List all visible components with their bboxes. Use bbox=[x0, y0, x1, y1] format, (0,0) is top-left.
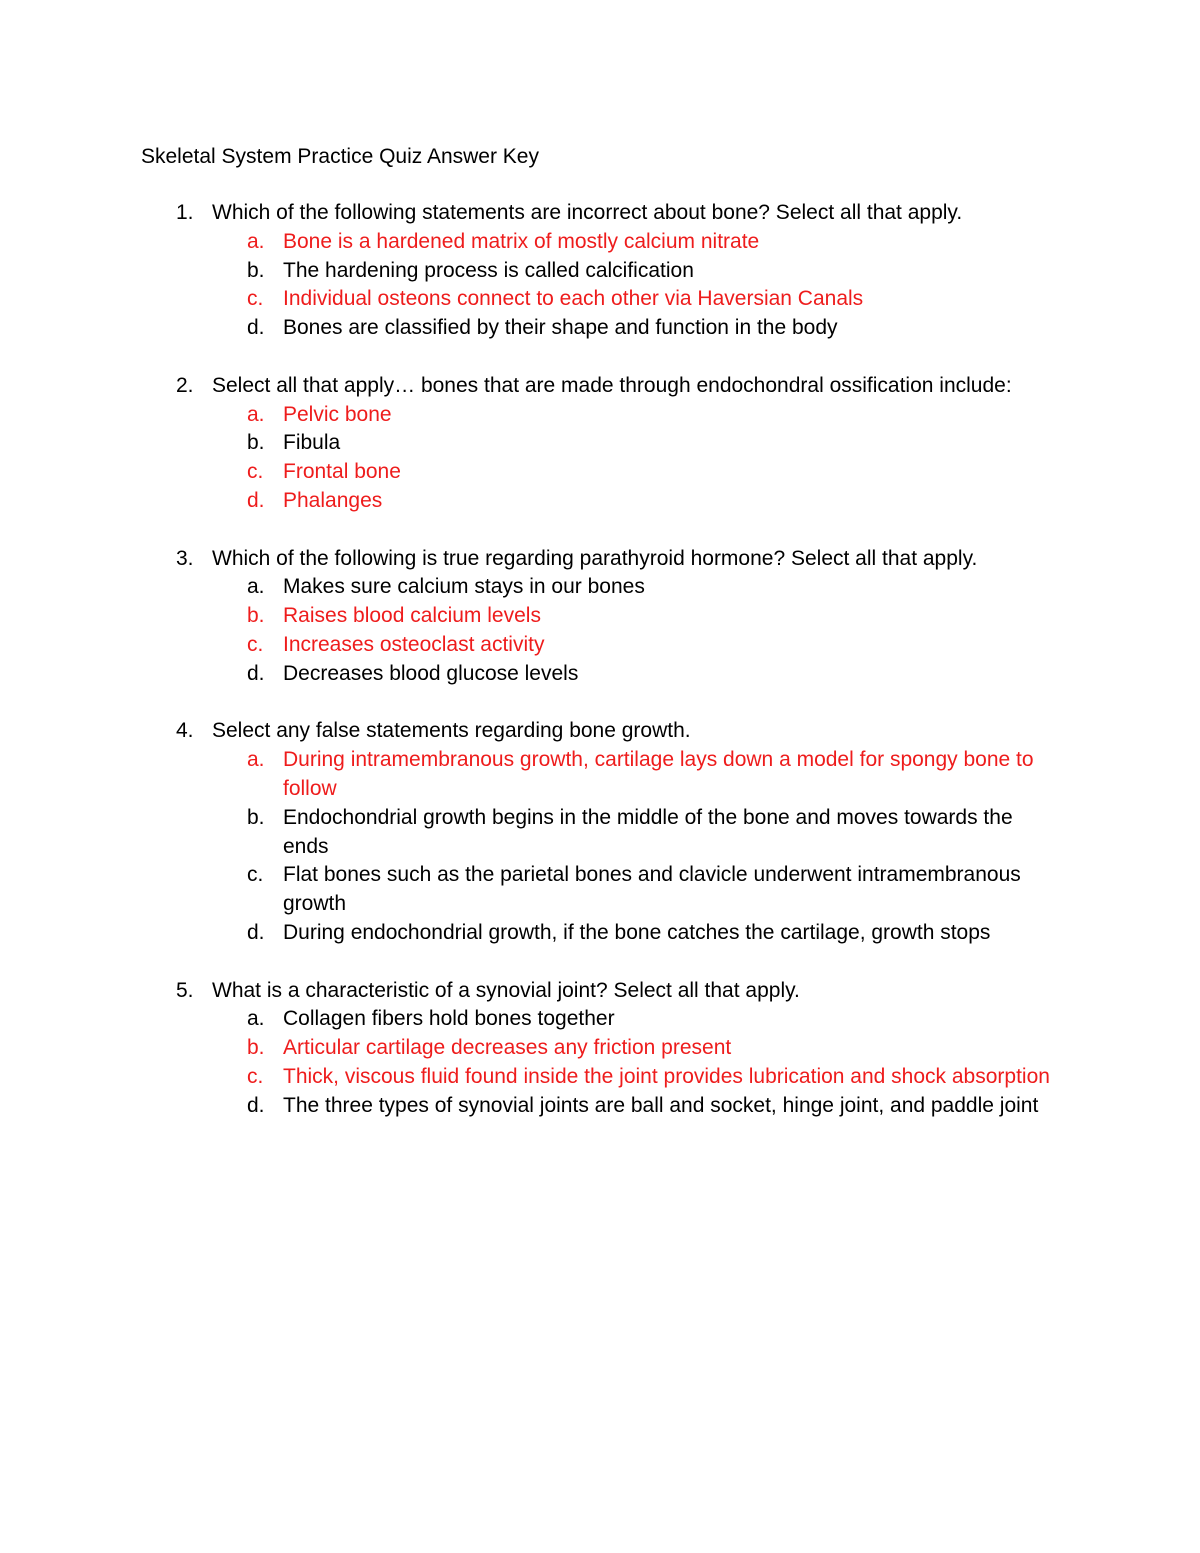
option-letter: b. bbox=[247, 805, 265, 829]
option-letter: c. bbox=[247, 287, 264, 311]
option-text: Bones are classified by their shape and function in the body bbox=[283, 316, 838, 340]
option-letter: b. bbox=[247, 604, 265, 628]
question-number: 2. bbox=[176, 373, 194, 397]
option-correct bbox=[0, 458, 1200, 487]
question-text: Which of the following is true regarding parathyroid hormone? Select all that apply. bbox=[212, 546, 978, 570]
option bbox=[0, 257, 1200, 286]
option-text: Raises blood calcium levels bbox=[283, 604, 541, 628]
question-4 bbox=[0, 717, 1200, 947]
option-letter: a. bbox=[247, 748, 265, 772]
document-title: Skeletal System Practice Quiz Answer Key bbox=[141, 145, 539, 168]
option-letter: a. bbox=[247, 1007, 265, 1031]
option-text: Endochondrial growth begins in the middle of the bone and moves towards the ends bbox=[283, 805, 1013, 858]
question-number: 1. bbox=[176, 201, 194, 224]
option-letter: b. bbox=[247, 258, 265, 282]
option-correct bbox=[0, 1063, 1200, 1092]
option-text: The hardening process is called calcification bbox=[283, 258, 694, 282]
option-correct bbox=[0, 602, 1200, 631]
question-stem bbox=[0, 545, 1200, 574]
option-text: Frontal bone bbox=[283, 460, 401, 484]
question-text: Which of the following statements are incorrect about bone? Select all that apply. bbox=[212, 201, 963, 224]
question-2 bbox=[0, 372, 1200, 516]
question-stem bbox=[0, 372, 1200, 401]
option-letter: c. bbox=[247, 863, 264, 887]
option-letter: a. bbox=[247, 402, 265, 426]
option-correct bbox=[0, 487, 1200, 516]
option-correct bbox=[0, 746, 1200, 804]
option-text: Increases osteoclast activity bbox=[283, 632, 545, 656]
option-correct bbox=[0, 401, 1200, 430]
option-text: Decreases blood glucose levels bbox=[283, 661, 579, 685]
question-stem bbox=[0, 977, 1200, 1006]
option-text: Pelvic bone bbox=[283, 402, 392, 426]
question-number: 5. bbox=[176, 978, 194, 1002]
option-letter: d. bbox=[247, 488, 265, 512]
option-letter: c. bbox=[247, 460, 264, 484]
option bbox=[0, 573, 1200, 602]
option bbox=[0, 314, 1200, 343]
option-text: Fibula bbox=[283, 431, 341, 455]
option-text: Collagen fibers hold bones together bbox=[283, 1007, 615, 1031]
question-number: 3. bbox=[176, 546, 194, 570]
option-text: Bone is a hardened matrix of mostly calcium nitrate bbox=[283, 229, 760, 253]
option-text: During endochondrial growth, if the bone catches the cartilage, growth stops bbox=[283, 920, 991, 944]
option bbox=[0, 1092, 1200, 1121]
option-text: During intramembranous growth, cartilage lays down a model for spongy bone to follow bbox=[283, 748, 1034, 800]
option-letter: a. bbox=[247, 229, 265, 253]
option bbox=[0, 804, 1200, 862]
option-letter: d. bbox=[247, 920, 265, 944]
option-text: Flat bones such as the parietal bones and clavicle underwent intramembranous growth bbox=[283, 863, 1021, 916]
question-3 bbox=[0, 545, 1200, 689]
question-number: 4. bbox=[176, 719, 194, 743]
option-text: Phalanges bbox=[283, 488, 383, 512]
question-text: What is a characteristic of a synovial joint? Select all that apply. bbox=[212, 978, 800, 1002]
question-text: Select all that apply… bones that are made through endochondral ossification include: bbox=[212, 373, 1012, 397]
option-letter: d. bbox=[247, 661, 265, 685]
option-text: The three types of synovial joints are ball and socket, hinge joint, and paddle joint bbox=[283, 1093, 1039, 1117]
option-text: Makes sure calcium stays in our bones bbox=[283, 575, 645, 599]
question-text: Select any false statements regarding bone growth. bbox=[212, 719, 691, 743]
option-letter: b. bbox=[247, 1036, 265, 1060]
option-text: Individual osteons connect to each other via Haversian Canals bbox=[283, 287, 864, 311]
option-letter: d. bbox=[247, 1093, 265, 1117]
option-letter: d. bbox=[247, 316, 265, 340]
option bbox=[0, 660, 1200, 689]
option-text: Articular cartilage decreases any friction present bbox=[283, 1036, 732, 1060]
option bbox=[0, 1005, 1200, 1034]
option-letter: b. bbox=[247, 431, 265, 455]
question-stem bbox=[0, 717, 1200, 746]
question-list bbox=[0, 199, 1200, 1149]
option bbox=[0, 861, 1200, 919]
option bbox=[0, 919, 1200, 948]
option-letter: a. bbox=[247, 575, 265, 599]
option-text: Thick, viscous fluid found inside the joint provides lubrication and shock absorption bbox=[283, 1064, 1050, 1088]
question-stem bbox=[0, 199, 1200, 228]
option bbox=[0, 429, 1200, 458]
option-correct bbox=[0, 631, 1200, 660]
question-1 bbox=[0, 199, 1200, 343]
option-correct bbox=[0, 1034, 1200, 1063]
question-5 bbox=[0, 977, 1200, 1121]
option-correct bbox=[0, 228, 1200, 257]
option-correct bbox=[0, 285, 1200, 314]
option-letter: c. bbox=[247, 632, 264, 656]
option-letter: c. bbox=[247, 1064, 264, 1088]
